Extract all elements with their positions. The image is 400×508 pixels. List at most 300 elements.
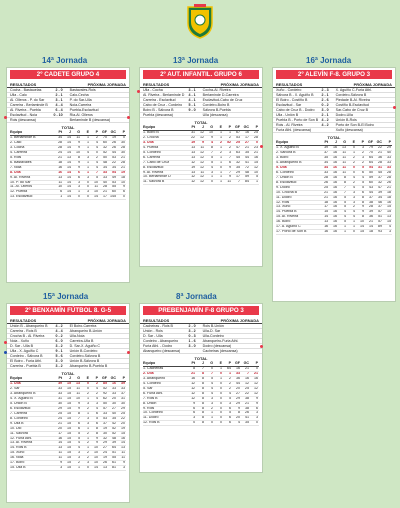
stat-cell: 5 xyxy=(338,220,347,225)
stat-cell: 3 xyxy=(205,401,214,406)
stat-cell: 13 xyxy=(72,382,81,387)
stat-cell: 50 xyxy=(365,170,374,175)
stat-cell: 6 xyxy=(117,190,126,195)
team-name: 12. Furia Athl. xyxy=(10,436,54,441)
team-name: 1. Boiro B xyxy=(143,130,187,135)
result-cell xyxy=(276,123,332,127)
stat-cell: 43 xyxy=(365,185,374,190)
stat-cell: 0 xyxy=(72,195,81,200)
stat-cell: 54 xyxy=(365,165,374,170)
stat-cell: 70 xyxy=(99,135,108,140)
team-name: 3. Ulla xyxy=(143,140,187,145)
result-score: 5 - 1 xyxy=(188,103,196,108)
stat-cell: 39 xyxy=(365,210,374,215)
stat-cell: 28 xyxy=(99,185,108,190)
stat-cell: 21 xyxy=(187,371,196,376)
team-name: 4. X. Aguiño B xyxy=(10,396,54,401)
team-name: 10. P. do Sar xyxy=(10,180,54,185)
next-match: Rois B-Unión xyxy=(202,324,224,328)
result-score: 4 - 4 xyxy=(55,103,63,108)
stat-cell: 0 xyxy=(250,140,259,145)
stat-cell: 4 xyxy=(356,175,365,180)
stat-cell: 2 xyxy=(223,381,232,386)
card-title: 2º BENXAMÍN FÚTBOL 8. G-5 xyxy=(10,306,126,315)
next-match: Piedade B-Al. Riveira xyxy=(335,98,370,103)
next-match: Ulla-Cordeiro xyxy=(202,334,224,339)
stat-cell: 3 xyxy=(205,396,214,401)
result-cell xyxy=(10,118,66,122)
stat-cell: 16 xyxy=(329,215,338,220)
col-header: G xyxy=(205,361,214,366)
stat-cell: 6 xyxy=(356,170,365,175)
stat-cell: 25 xyxy=(250,130,259,135)
result-score: 3 - 2 xyxy=(55,344,63,349)
result-cell xyxy=(10,324,66,328)
result-cell xyxy=(276,98,332,102)
stat-cell: 3 xyxy=(72,185,81,190)
stat-cell: 60 xyxy=(365,180,374,185)
result-cell xyxy=(143,344,199,348)
result-score: 2 - 6 xyxy=(321,98,329,103)
stat-cell: 12 xyxy=(196,130,205,135)
stat-cell: 36 xyxy=(374,155,383,160)
stat-cell: 9 xyxy=(54,461,63,466)
stat-cell: 16 xyxy=(329,175,338,180)
stat-cell: 0 xyxy=(214,381,223,386)
team-name: 6. Carreira xyxy=(143,155,187,160)
standings-table xyxy=(143,361,259,426)
team-name: 2. Calo xyxy=(10,140,54,145)
stat-cell: 20 xyxy=(232,416,241,421)
stat-cell: 12 xyxy=(196,150,205,155)
stat-cell: 1 xyxy=(214,160,223,165)
result-cell xyxy=(10,354,66,358)
result-match: D. Sar - Ulla B xyxy=(10,344,33,349)
stat-cell: 33 xyxy=(108,386,117,391)
col-header: P xyxy=(223,361,232,366)
stat-cell: 4 xyxy=(338,215,347,220)
stat-cell: 1 xyxy=(205,416,214,421)
stat-cell: 4 xyxy=(347,215,356,220)
card-benxamin xyxy=(6,303,130,503)
stat-cell: 79 xyxy=(365,146,374,151)
stat-cell: 8 xyxy=(356,200,365,205)
stat-cell: 15 xyxy=(63,421,72,426)
stat-cell: 1 xyxy=(205,175,214,180)
result-match: Puebla (descansa) xyxy=(143,113,173,118)
result-score: 3 - 1 xyxy=(188,88,196,92)
stat-cell: 49 xyxy=(108,175,117,180)
stat-cell: 28 xyxy=(117,160,126,165)
stat-cell: 9 xyxy=(205,135,214,140)
stat-cell: 33 xyxy=(99,411,108,416)
stat-cell: 145 xyxy=(109,194,116,199)
stat-cell: 33 xyxy=(383,160,392,165)
card-title: PREBENJAMÍN F-8 GRUPO 3 xyxy=(143,306,259,315)
stat-cell: 0 xyxy=(214,371,223,376)
team-name: 13. Xuño xyxy=(276,205,320,210)
stat-cell: 9 xyxy=(187,401,196,406)
stat-cell: 0 xyxy=(205,366,214,371)
stat-cell: 64 xyxy=(365,155,374,160)
stat-cell: 5 xyxy=(205,160,214,165)
team-name: 17. Porto de Son B xyxy=(276,230,320,235)
team-name: 9. Al. Riveira xyxy=(10,175,54,180)
stat-cell: 34 xyxy=(108,165,117,170)
stat-cell: 16 xyxy=(329,146,338,151)
stat-cell: 16 xyxy=(108,382,117,387)
result-match: Unión - Rois xyxy=(143,329,163,334)
standings-row xyxy=(143,421,259,426)
stat-cell: 25 xyxy=(232,140,241,145)
result-match: Furia Athl. - Dodro xyxy=(143,344,173,349)
stat-cell: 8 xyxy=(356,215,365,220)
stat-cell: 7 xyxy=(196,366,205,371)
stat-cell: 7 xyxy=(232,180,241,185)
next-match: Cocha-Al. Riveira xyxy=(202,88,231,92)
team-name: 11. Sálvora xyxy=(10,431,54,436)
stat-cell: 2 xyxy=(347,160,356,165)
stat-cell: 29 xyxy=(232,401,241,406)
stat-cell: 16 xyxy=(320,225,329,230)
stat-cell: 37 xyxy=(99,421,108,426)
stat-cell: 21 xyxy=(250,371,259,376)
stat-cell: 41 xyxy=(241,160,250,165)
stat-cell: 28 xyxy=(54,145,63,150)
stat-cell: 4 xyxy=(72,446,81,451)
team-name: 2. Sar xyxy=(10,386,54,391)
col-header-team: Equipo xyxy=(10,376,54,381)
col-header: J xyxy=(196,125,205,130)
stat-cell: 8 xyxy=(232,411,241,416)
heading-jornada-14: 14ª Jornada xyxy=(42,56,88,65)
stat-cell: 4 xyxy=(90,396,99,401)
stat-cell: 9 xyxy=(356,210,365,215)
stat-cell: 2 xyxy=(347,155,356,160)
stat-cell: 6 xyxy=(223,416,232,421)
card-infantil xyxy=(139,67,263,267)
stat-cell: 3 xyxy=(81,190,90,195)
stat-cell: 4 xyxy=(338,210,347,215)
stat-cell: 12 xyxy=(187,175,196,180)
stat-cell: 1 xyxy=(81,411,90,416)
team-name: 5. Sar xyxy=(143,386,187,391)
team-name: 11. Sálvora B xyxy=(143,180,187,185)
stat-cell: 6 xyxy=(356,190,365,195)
result-score: 3 - 2 xyxy=(55,364,63,369)
stat-cell: 8 xyxy=(196,391,205,396)
stat-cell: 2 xyxy=(81,391,90,396)
stat-cell: 16 xyxy=(329,210,338,215)
stat-cell: 4 xyxy=(205,165,214,170)
stat-cell: 16 xyxy=(329,165,338,170)
stat-cell: 28 xyxy=(374,160,383,165)
stat-cell: 0 xyxy=(214,411,223,416)
stat-cell: 38 xyxy=(365,200,374,205)
stat-cell: 10 xyxy=(90,456,99,461)
next-match: Unión B-Rois xyxy=(335,118,357,123)
stat-cell: 8 xyxy=(196,376,205,381)
team-name: 10. Crocha B xyxy=(276,190,320,195)
result-cell xyxy=(10,329,66,333)
result-match: Xuño - Cordeiro xyxy=(276,88,302,92)
stat-cell: 35 xyxy=(320,155,329,160)
stat-cell: 2 xyxy=(90,382,99,387)
stat-cell: 30 xyxy=(117,150,126,155)
team-name: 1. Ulla xyxy=(10,382,54,387)
stat-cell: 3 xyxy=(54,466,63,471)
stat-cell: 37 xyxy=(374,175,383,180)
stat-cell: 44 xyxy=(108,150,117,155)
stat-cell: 14 xyxy=(63,135,72,140)
stat-cell: 1 xyxy=(81,446,90,451)
next-match: Ulla-Noia xyxy=(69,334,85,339)
stat-cell: 51 xyxy=(374,215,383,220)
stat-cell: 9 xyxy=(72,165,81,170)
heading-jornada-16: 16ª Jornada xyxy=(306,56,352,65)
stat-cell: 0 xyxy=(81,185,90,190)
stat-cell: 33 xyxy=(54,386,63,391)
stat-cell: 14 xyxy=(63,180,72,185)
stat-cell: 16 xyxy=(329,220,338,225)
marker-dot xyxy=(4,341,7,344)
stat-cell: 8 xyxy=(72,155,81,160)
stat-cell: 1 xyxy=(214,170,223,175)
result-cell xyxy=(143,98,199,102)
result-cell xyxy=(143,113,199,117)
team-name: 8. Esclavitud xyxy=(276,180,320,185)
stat-cell: 11 xyxy=(72,386,81,391)
result-cell xyxy=(143,103,199,107)
match-line xyxy=(140,349,262,354)
stat-cell: 60 xyxy=(108,190,117,195)
stat-cell: 5 xyxy=(90,175,99,180)
next-match: Dodro-Ulla xyxy=(335,113,353,118)
stat-cell: 14 xyxy=(90,195,99,200)
stat-cell: 81 xyxy=(108,466,117,471)
stat-cell: 1 xyxy=(72,190,81,195)
stat-cell: 18 xyxy=(365,230,374,235)
stat-cell: 21 xyxy=(54,421,63,426)
stat-cell: 2 xyxy=(81,456,90,461)
stat-cell: 60 xyxy=(99,140,108,145)
stat-cell: 3 xyxy=(81,175,90,180)
stat-cell: 19 xyxy=(117,170,126,175)
col-header-team: Equipo xyxy=(143,361,187,366)
stat-cell: 13 xyxy=(187,155,196,160)
marker-dot xyxy=(4,116,7,119)
team-name: 14. Rois B xyxy=(10,446,54,451)
next-label: PRÓXIMA JORNADA xyxy=(220,318,259,323)
result-cell xyxy=(276,113,332,117)
stat-cell: 11 xyxy=(338,155,347,160)
stat-cell: 57 xyxy=(374,210,383,215)
marker-dot xyxy=(260,345,263,348)
result-match: Puebla B - Porto de Son B xyxy=(276,118,319,123)
next-match: Cordeiro-Sálvora B xyxy=(335,93,367,98)
stat-cell: 33 xyxy=(232,371,241,376)
stat-cell: 9 xyxy=(90,441,99,446)
stat-cell: 36 xyxy=(232,376,241,381)
stat-cell: 33 xyxy=(117,386,126,391)
col-header: P xyxy=(383,140,392,145)
team-name: 4. Cordeiro xyxy=(143,381,187,386)
total-label: TOTAL xyxy=(194,120,208,126)
col-header: GF xyxy=(232,361,241,366)
stat-cell: 14 xyxy=(63,150,72,155)
stat-cell: 11 xyxy=(338,165,347,170)
stat-cell: 2 xyxy=(223,386,232,391)
stat-cell: 21 xyxy=(383,185,392,190)
stat-cell: 16 xyxy=(187,376,196,381)
stat-cell: 11 xyxy=(338,170,347,175)
stat-cell: 50 xyxy=(99,155,108,160)
stat-cell: 32 xyxy=(232,160,241,165)
stat-cell: 6 xyxy=(72,426,81,431)
stat-cell: 44 xyxy=(232,381,241,386)
stat-cell: 0 xyxy=(214,416,223,421)
stat-cell: 12 xyxy=(241,381,250,386)
stat-cell: 15 xyxy=(63,456,72,461)
heading-jornada-15: 15ª Jornada xyxy=(43,292,89,301)
stat-cell: 8 xyxy=(196,406,205,411)
stat-cell: 5 xyxy=(72,431,81,436)
col-header: G xyxy=(72,376,81,381)
stat-cell: 2 xyxy=(205,406,214,411)
col-header-team: Equipo xyxy=(143,125,187,130)
stat-cell: 11 xyxy=(223,180,232,185)
col-header: J xyxy=(63,130,72,135)
stat-cell: 7 xyxy=(223,170,232,175)
stat-cell: 10 xyxy=(250,170,259,175)
match-line xyxy=(140,113,262,118)
stat-cell: 55 xyxy=(108,185,117,190)
stat-cell: 1 xyxy=(81,145,90,150)
stat-cell: 67 xyxy=(232,130,241,135)
next-match: D. Sar-X. Aguiño C xyxy=(69,344,101,349)
stat-cell: 16 xyxy=(329,230,338,235)
stat-cell: 3 xyxy=(223,401,232,406)
stat-cell: 39 xyxy=(320,146,329,151)
stat-cell: 4 xyxy=(205,140,214,145)
stat-cell: 2 xyxy=(90,391,99,396)
next-match: Sálvora B-Puebla xyxy=(202,108,231,113)
stat-cell: 64 xyxy=(108,446,117,451)
stat-cell: 26 xyxy=(320,180,329,185)
col-header: J xyxy=(63,376,72,381)
stat-cell: 13 xyxy=(320,220,329,225)
stat-cell: 12 xyxy=(196,165,205,170)
team-name: 17. Boiro xyxy=(10,461,54,466)
stat-cell: 1 xyxy=(250,180,259,185)
total-label: TOTAL xyxy=(194,356,208,362)
next-match: Carreira-Ulla B xyxy=(69,339,94,344)
stat-cell: 40 xyxy=(99,180,108,185)
stat-cell: 16 xyxy=(329,195,338,200)
stat-cell: 12 xyxy=(196,180,205,185)
col-header: P xyxy=(117,376,126,381)
stat-cell: 39 xyxy=(108,441,117,446)
stat-cell: 16 xyxy=(54,165,63,170)
marker-dot xyxy=(127,116,130,119)
stat-cell: 1 xyxy=(223,371,232,376)
result-score: 2 - 3 xyxy=(321,88,329,92)
stat-cell: 15 xyxy=(63,411,72,416)
stat-cell: 33 xyxy=(383,155,392,160)
col-header: G xyxy=(338,140,347,145)
team-name: 12. Rois xyxy=(276,200,320,205)
stat-cell: 21 xyxy=(241,366,250,371)
stat-cell: 70 xyxy=(365,150,374,155)
stat-cell: 57 xyxy=(99,406,108,411)
stat-cell: 15 xyxy=(63,441,72,446)
col-header: GC xyxy=(241,125,250,130)
stat-cell: 2 xyxy=(347,180,356,185)
stat-cell: 14 xyxy=(63,170,72,175)
stat-cell: 0 xyxy=(214,391,223,396)
next-match: Abanqueiro B-Puebla B xyxy=(69,364,108,369)
stat-cell: 34 xyxy=(99,165,108,170)
stat-cell: 12 xyxy=(187,386,196,391)
stat-cell: 4 xyxy=(90,140,99,145)
col-header: G xyxy=(72,130,81,135)
result-cell xyxy=(10,88,66,92)
stat-cell: 3 xyxy=(356,146,365,151)
result-score: 6 - 4 xyxy=(55,108,63,113)
team-name: 11. Dodro xyxy=(143,416,187,421)
result-score: 0 - 3 xyxy=(188,334,196,339)
result-score: 2 - 1 xyxy=(55,93,63,98)
stat-cell: 0 xyxy=(81,195,90,200)
stat-cell: 18 xyxy=(54,160,63,165)
stat-cell: 1 xyxy=(81,426,90,431)
stat-cell: 61 xyxy=(108,461,117,466)
stat-cell: 37 xyxy=(117,391,126,396)
stat-cell: 14 xyxy=(90,466,99,471)
stat-cell: 11 xyxy=(90,185,99,190)
team-name: 13. Al. Riveira xyxy=(10,441,54,446)
team-name: 7. Rois B xyxy=(143,396,187,401)
result-score: 9 - 1 xyxy=(55,349,63,354)
stat-cell: 12 xyxy=(196,175,205,180)
stat-cell: 16 xyxy=(329,225,338,230)
stat-cell: 1 xyxy=(81,165,90,170)
stat-cell: 39 xyxy=(54,382,63,387)
stat-cell: 16 xyxy=(241,376,250,381)
marker-dot xyxy=(4,351,7,354)
stat-cell: 15 xyxy=(63,426,72,431)
stat-cell: 9 xyxy=(72,160,81,165)
stat-cell: 12 xyxy=(250,381,259,386)
stat-cell: 14 xyxy=(63,165,72,170)
stat-cell: 3 xyxy=(205,170,214,175)
result-score: 5 - 6 xyxy=(55,354,63,359)
stat-cell: 16 xyxy=(329,155,338,160)
standings-row xyxy=(276,230,392,235)
stat-cell: 12 xyxy=(196,160,205,165)
stat-cell: 1 xyxy=(347,150,356,155)
team-name: 9. Dodro xyxy=(276,185,320,190)
match-line xyxy=(273,128,395,133)
stat-cell: 15 xyxy=(63,382,72,387)
stat-cell: 59 xyxy=(241,175,250,180)
stat-cell: 0 xyxy=(205,421,214,426)
stat-cell: 16 xyxy=(54,436,63,441)
next-match: Calo-Cecha xyxy=(69,93,89,98)
stat-cell: 15 xyxy=(383,205,392,210)
stat-cell: 16 xyxy=(383,200,392,205)
stat-cell: 17 xyxy=(54,431,63,436)
